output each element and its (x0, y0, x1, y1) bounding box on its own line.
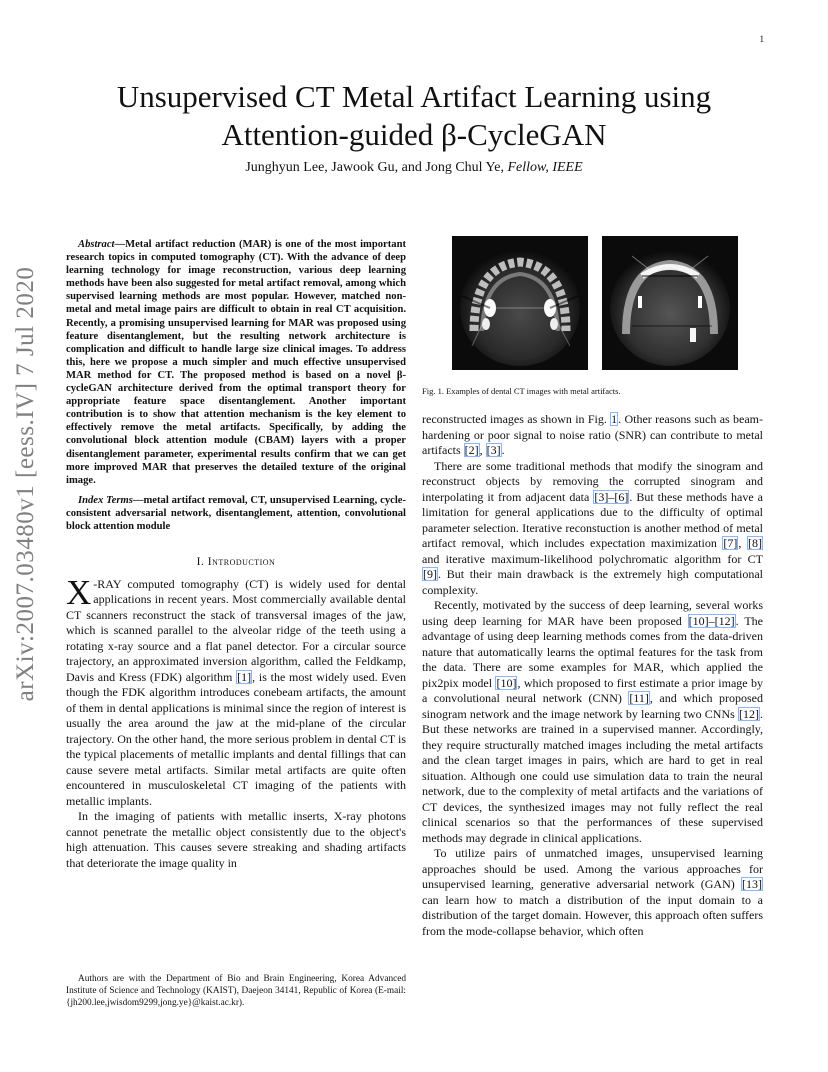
left-column (66, 238, 406, 871)
right-paragraph-3 (422, 598, 763, 846)
right-p3-text-d: , and which proposed sinogram network and the image network by learning two CNNs (422, 691, 763, 721)
right-p1-text-c: , (479, 443, 486, 457)
citation-link-3-6[interactable]: [3]–[6] (594, 489, 629, 504)
citation-link-12[interactable]: [12] (739, 706, 759, 721)
right-paragraph-2 (422, 459, 763, 599)
abstract-text: —Metal artifact reduction (MAR) is one of the most important research topics in computed tomography (CT). With the advance of deep learning technology for image reconstruction, various deep learning methods have been also suggested for metal artifact removal, among which supervised learning methods are most popular. However, matched non-metal and metal image pairs are difficult to obtain in real CT acquisition. Recently, a promising unsupervised learning for MAR was proposed using feature disentanglement, but the resulting network architecture is complication and difficult to handle large size clinical images. To address this, here we propose a much simpler and much effective unsupervised MAR method for CT. The proposed method is based on a novel β-cycleGAN architecture derived from the optimal transport theory for appropriate feature space disentanglement. Another important contribution is to show that attention mechanism is the key element to effectively remove the metal artifacts. Specifically, by adding the convolutional block attention module (CBAM) layers with a proper disentanglement parameter, experimental results confirm that we can get more improved MAR that preserves the detailed texture of the original image. (66, 239, 406, 486)
citation-link-1[interactable]: [1] (237, 669, 252, 684)
right-p2-text-d: and iterative maximum-likelihood polychromatic algorithm for CT (422, 551, 763, 566)
right-p2-text-a: There are some traditional methods that modify the sinogram and reconstruct objects by removing the corrupted sinogram and interpolating it from adjacent data (422, 458, 763, 504)
citation-link-9[interactable]: [9] (423, 567, 437, 581)
intro-p1-text-b: , is the most widely used. Even though the FDK algorithm introduces conebeam artifacts, the amount of them in dental applications is minimal since the region of interest is usually the area around the jaw at the mid-plane of the circular trajectory. On the other hand, the more serious problem in dental CT is the typical placements of metallic implants and dental fillings that can cause severe metal artifacts. Similar metal artifacts are quite often encountered in musculoskeletal CT imaging of the patients with metallic implants. (66, 669, 406, 808)
abstract (66, 238, 406, 487)
right-p1-text-d: . (501, 443, 505, 457)
page-number: 1 (759, 34, 764, 44)
citation-link-8[interactable]: [8] (748, 536, 762, 550)
figure-reference-link[interactable]: 1 (611, 412, 618, 426)
figure-1-caption: Fig. 1. Examples of dental CT images with metal artifacts. (422, 386, 621, 396)
right-p2-text-c: , (738, 536, 747, 550)
title-line-2: Attention-guided β-CycleGAN (221, 117, 607, 152)
right-paragraph-4 (422, 846, 763, 939)
drop-cap: X (66, 572, 92, 612)
citation-link-3[interactable]: [3] (486, 443, 501, 457)
citation-link-10[interactable]: [10] (496, 675, 517, 690)
title-line-1: Unsupervised CT Metal Artifact Learning using (116, 79, 712, 114)
ct-image-left (452, 236, 588, 370)
right-p3-text-b: . The advantage of using deep learning methods comes from the data-driven nature that automatically learns the optimal features for the task from the data. There are some examples for MAR, which applied the pix2pix model (422, 613, 763, 690)
author-affiliation-footnote: Authors are with the Department of Bio and Brain Engineering, Korea Advanced Institute of Science and Technology (KAIST), Daejeon 34141, Republic of Korea (E-mail: {jh200.lee,jwisdom9299,jong.ye}@kaist.ac.kr). (66, 974, 406, 1008)
citation-link-13[interactable]: [13] (742, 877, 762, 891)
paper-title (60, 78, 768, 154)
right-p3-text-c: , which proposed to first estimate a prior image by a convolutional neural network (CNN) (422, 675, 763, 705)
ct-scan-jaw-left-graphic (452, 236, 588, 370)
author-fellow-title: Fellow, IEEE (507, 160, 583, 175)
intro-paragraph-2: In the imaging of patients with metallic inserts, X-ray photons cannot penetrate the metallic object consistently due to the object's high attenuation. This causes severe streaking and shading artifacts that deteriorate the image quality in (66, 809, 406, 870)
right-p1-text-a: reconstructed images as shown in Fig. (422, 412, 611, 426)
right-paragraph-1 (422, 412, 763, 459)
abstract-label: Abstract (78, 239, 115, 250)
citation-link-10-12[interactable]: [10]–[12] (688, 613, 735, 628)
ct-image-right (602, 236, 738, 370)
author-list (60, 160, 768, 176)
right-p4-text-b: can learn how to match a distribution of the input domain to a distribution of the target domain. However, this approach often suffers from the mode-collapse behavior, which often (422, 892, 763, 938)
right-p2-text-b: . But these methods have a limitation for general applications due to the difficulty of optimal parameter selection. Iterative reconstuction is another method of metal artifact removal, which includes expectation maximization (422, 489, 763, 550)
right-p2-text-e: . But their main drawback is the extremely high computational complexity. (422, 567, 763, 597)
index-terms-text: —metal artifact removal, CT, unsupervised Learning, cycle-consistent adversarial network, disentanglement, attention, convolutional block attention module (66, 494, 406, 532)
right-p4-text-a: To utilize pairs of unmatched images, unsupervised learning approaches should be used. Among the various approaches for unsupervised learning, generative adversarial network (GAN) (422, 846, 763, 891)
section-heading-introduction: I. Introduction (196, 556, 276, 569)
arxiv-identifier-stamp[interactable]: arXiv:2007.03480v1 [eess.IV] 7 Jul 2020 (12, 266, 39, 702)
right-p1-text-b: . Other reasons such as beam-hardening or poor signal to noise ratio (SNR) can contribute to metal artifacts (422, 412, 763, 457)
right-p3-text-e: . But these networks are trained in a supervised manner. Accordingly, they require structurally matched images including the metal artifacts and the clean target images in pairs, which are hard to get in real situation. Although one could use simulation data to train the neural network, due to the complexity of metal artifacts and the variations of CT devices, the synthesized images may not fully reflect the real clinical scenarios so that the performances of these supervised methods may degrade in clinical applications. (422, 706, 763, 845)
intro-paragraph-1 (66, 572, 406, 810)
citation-link-11[interactable]: [11] (629, 691, 649, 705)
right-p3-text-a: Recently, motivated by the success of deep learning, several works using deep learning for MAR have been proposed (422, 598, 763, 628)
intro-p1-text-a: -RAY computed tomography (CT) is widely used for dental applications in recent years. Most commercially available dental CT scanners reconstruct the stack of transversal images of the jaw, which is scanned parallel to the alveolar ridge of the teeth using a rotating x-ray source and a flat panel detector. For a circular source trajectory, an approximated inversion algorithm, called the Feldkamp, Davis and Kress (FDK) algorithm (66, 576, 406, 684)
index-terms (66, 494, 406, 533)
index-terms-label: Index Terms (78, 494, 133, 506)
right-column (422, 412, 763, 939)
author-names: Junghyun Lee, Jawook Gu, and Jong Chul Ye, (245, 160, 504, 175)
citation-link-7[interactable]: [7] (723, 536, 738, 550)
figure-1 (452, 236, 738, 370)
citation-link-2[interactable]: [2] (464, 443, 479, 457)
ct-scan-jaw-right-graphic (602, 236, 738, 370)
